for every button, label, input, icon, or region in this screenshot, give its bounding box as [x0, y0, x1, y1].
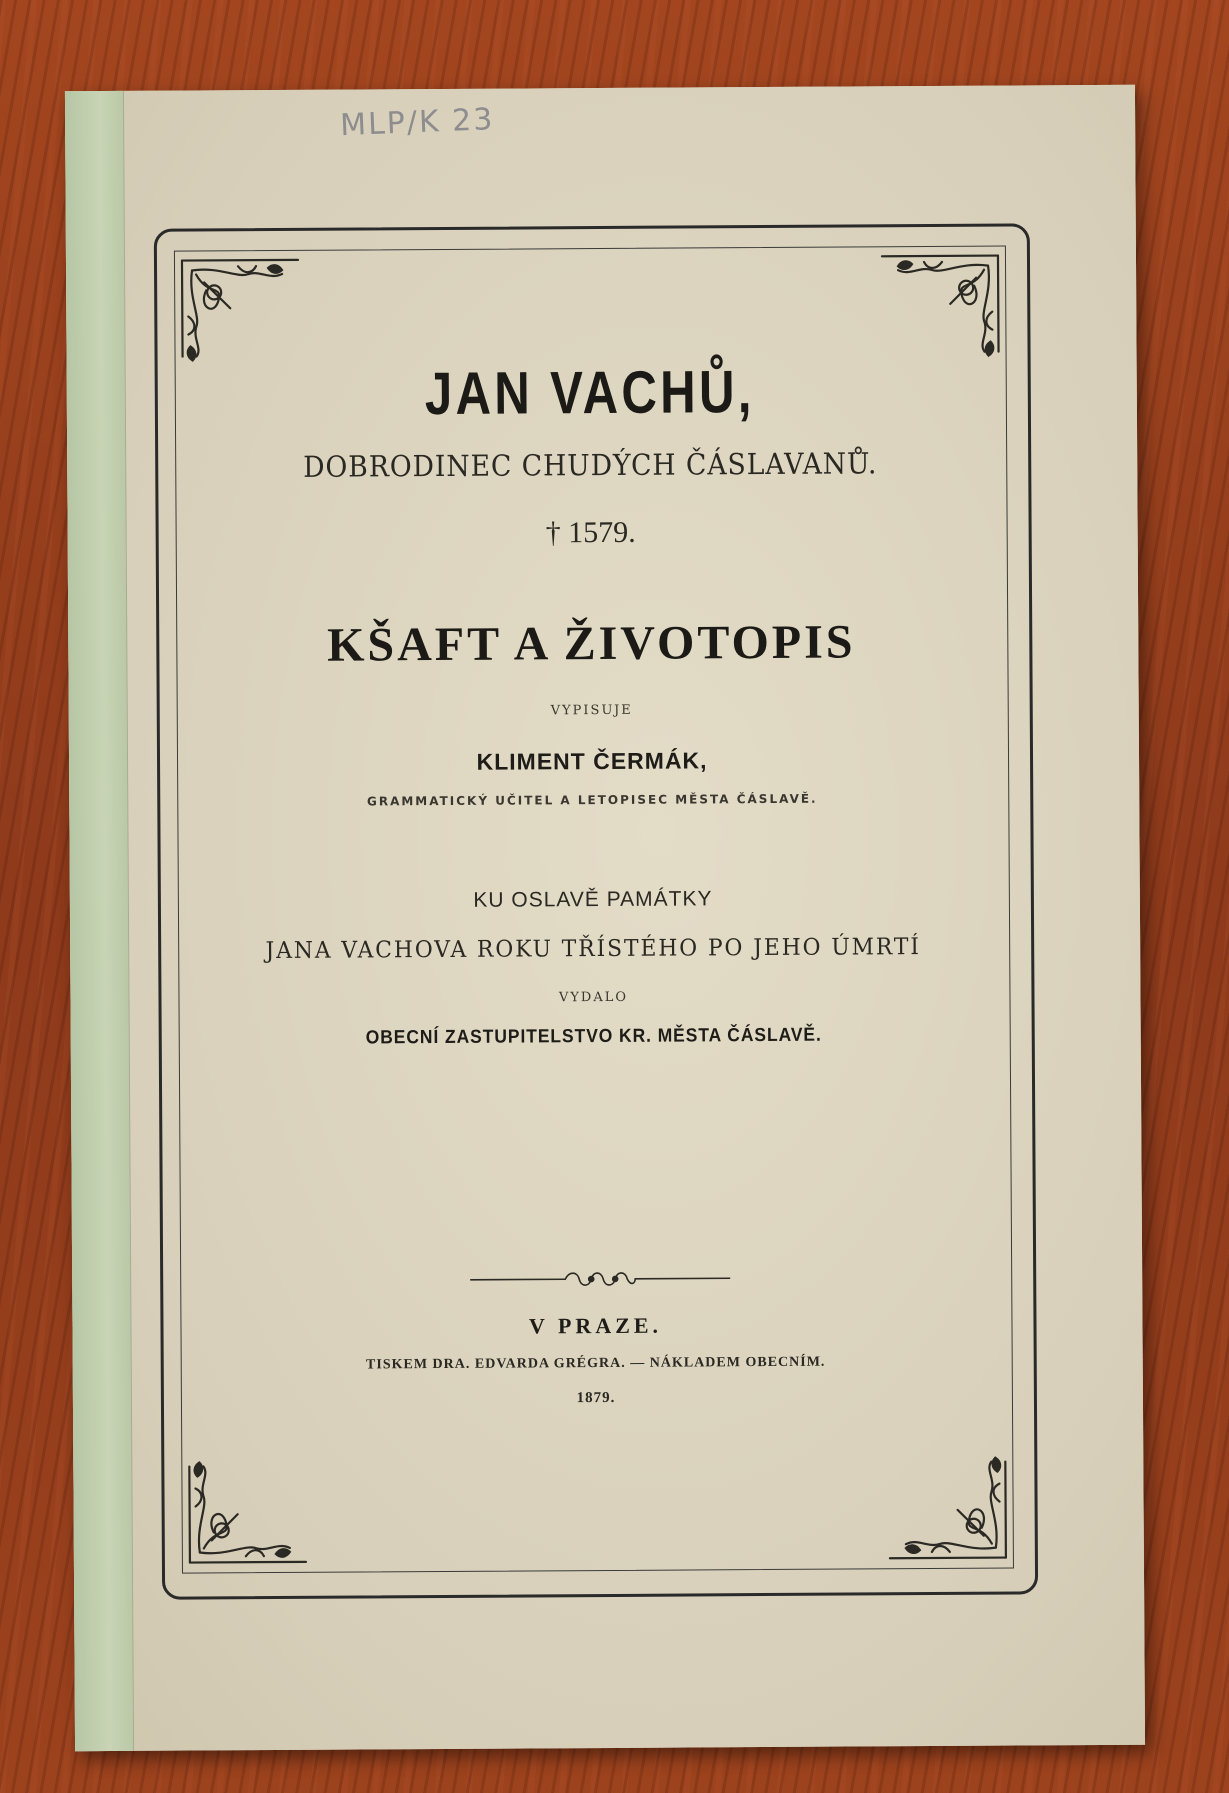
pencil-shelfmark: MLP/K 23: [339, 101, 495, 144]
printer-line: TISKEM DRA. EDVARDA GRÉGRA. — NÁKLADEM OBECNÍM.: [365, 1354, 826, 1373]
cloth-spine: [65, 91, 134, 1751]
book-subtitle: DOBRODINEC CHUDÝCH ČÁSLAVANŮ.: [303, 446, 878, 484]
flourish-divider-icon: [470, 1267, 730, 1291]
publisher: OBECNÍ ZASTUPITELSTVO KR. MĚSTA ČÁSLAVĚ.: [365, 1024, 822, 1049]
section-heading: KŠAFT A ŽIVOTOPIS: [326, 615, 856, 672]
author-name: KLIMENT ČERMÁK,: [476, 747, 708, 775]
title-page-content: [174, 246, 1012, 1572]
published-by-label: VYDALO: [558, 989, 629, 1006]
publication-year: 1879.: [576, 1389, 616, 1407]
occasion-line-2: JANA VACHOVA ROKU TŘÍSTÉHO PO JEHO ÚMRTÍ: [265, 934, 921, 965]
place-of-publication: V PRAZE.: [528, 1312, 663, 1339]
booklet-cover: [65, 85, 1145, 1752]
book-title: JAN VACHŮ,: [424, 358, 755, 428]
author-description: GRAMMATICKÝ UČITEL A LETOPISEC MĚSTA ČÁSLAVĚ.: [366, 791, 818, 809]
occasion-line-1: KU OSLAVĚ PAMÁTKY: [473, 887, 713, 912]
intro-label: VYPISUJE: [550, 702, 633, 719]
death-year: † 1579.: [545, 515, 636, 550]
